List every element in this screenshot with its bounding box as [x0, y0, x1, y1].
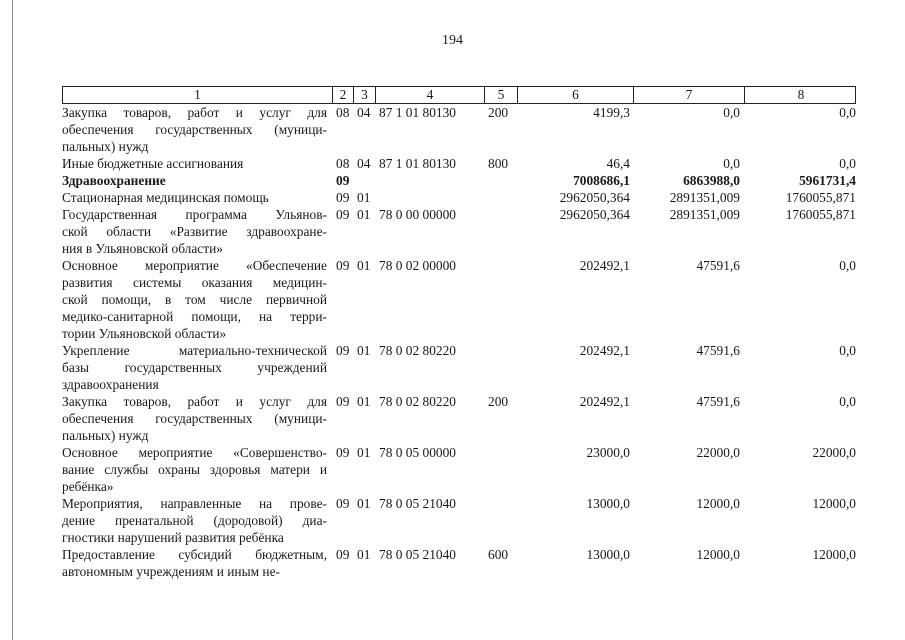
row-section-code: 09	[336, 445, 350, 460]
row-name	[62, 444, 331, 495]
row-expense-type: 200	[488, 105, 509, 120]
row-expense-type	[483, 172, 516, 189]
row-subsection-code: 01	[357, 343, 371, 358]
row-expense-type	[483, 342, 516, 393]
row-value-col7: 2891351,009	[669, 207, 740, 222]
row-expense-type: 200	[488, 394, 509, 409]
row-name-line: ской помощи, в том числе первичной	[62, 292, 327, 307]
row-value-col7: 0,0	[723, 156, 740, 171]
table-row	[62, 155, 856, 172]
table-row	[62, 206, 856, 257]
row-section-code: 08	[336, 156, 350, 171]
row-expense-type	[483, 189, 516, 206]
table-header-row	[62, 86, 856, 104]
row-value-col7: 12000,0	[696, 547, 740, 562]
table-row	[62, 393, 856, 444]
row-name-line: дение пренатальной (дородовой) диа-	[62, 513, 327, 528]
row-value-col6: 2962050,364	[559, 190, 630, 205]
row-name-line: автономным учреждениям и иным не-	[62, 564, 280, 579]
row-name-line: медико-санитарной помощи, на терри-	[62, 309, 327, 324]
row-section-code: 09	[336, 258, 350, 273]
row-name-line: Укрепление материально-технической	[62, 343, 327, 358]
row-section-code: 09	[336, 190, 350, 205]
row-name	[62, 257, 331, 342]
row-section-code: 09	[336, 173, 350, 188]
row-value-col6: 4199,3	[593, 105, 630, 120]
table-row	[62, 257, 856, 342]
row-name-line: Закупка товаров, работ и услуг для	[62, 105, 327, 120]
row-name-line: ребёнка»	[62, 479, 114, 494]
row-name-line: Основное мероприятие «Обеспечение	[62, 258, 327, 273]
row-expense-type	[483, 206, 516, 257]
row-value-col7: 47591,6	[696, 258, 740, 273]
row-value-col6: 202492,1	[579, 258, 630, 273]
row-name-line: тории Ульяновской области»	[62, 326, 227, 341]
row-section-code: 08	[336, 105, 350, 120]
header-col-7: 7	[633, 87, 744, 103]
row-target-article: 78 0 05 21040	[379, 547, 456, 562]
row-name-line: Основное мероприятие «Совершенство-	[62, 445, 327, 460]
row-value-col7: 47591,6	[696, 343, 740, 358]
row-value-col7: 6863988,0	[683, 173, 740, 188]
row-subsection-code	[352, 172, 374, 189]
header-col-1: 1	[194, 87, 201, 102]
row-expense-type: 800	[488, 156, 509, 171]
row-value-col6: 13000,0	[586, 496, 630, 511]
row-value-col8: 0,0	[839, 343, 856, 358]
table-row	[62, 444, 856, 495]
row-name	[62, 172, 331, 189]
row-name-line: вание службы охраны здоровья матери и	[62, 462, 327, 477]
row-name-line: Стационарная медицинская помощь	[62, 190, 269, 205]
row-name-line: Иные бюджетные ассигнования	[62, 156, 244, 171]
row-value-col8: 1760055,871	[785, 207, 856, 222]
header-col-3: 3	[353, 87, 375, 103]
row-value-col8: 0,0	[839, 258, 856, 273]
row-value-col8: 22000,0	[812, 445, 856, 460]
row-name-line: обеспечения государственных (муници-	[62, 411, 327, 426]
header-col-2: 2	[332, 87, 353, 103]
row-value-col7: 22000,0	[696, 445, 740, 460]
row-value-col7: 0,0	[723, 105, 740, 120]
row-section-code: 09	[336, 547, 350, 562]
row-value-col8: 1760055,871	[785, 190, 856, 205]
row-subsection-code: 01	[357, 496, 371, 511]
row-value-col8: 12000,0	[812, 547, 856, 562]
row-target-article: 78 0 05 00000	[379, 445, 456, 460]
row-target-article	[374, 189, 483, 206]
table-row	[62, 546, 856, 580]
row-value-col7: 12000,0	[696, 496, 740, 511]
row-target-article: 78 0 02 00000	[379, 258, 456, 273]
row-value-col7: 47591,6	[696, 394, 740, 409]
row-value-col8: 0,0	[839, 394, 856, 409]
row-value-col6: 13000,0	[586, 547, 630, 562]
row-target-article: 78 0 00 00000	[379, 207, 456, 222]
row-name-line: ской области «Развитие здравоохране-	[62, 224, 327, 239]
table-row	[62, 172, 856, 189]
row-section-code: 09	[336, 343, 350, 358]
row-value-col8: 0,0	[839, 105, 856, 120]
row-target-article: 78 0 02 80220	[379, 394, 456, 409]
row-subsection-code: 04	[357, 156, 371, 171]
row-value-col6: 46,4	[606, 156, 630, 171]
row-name-line: гностики нарушений развития ребёнка	[62, 530, 284, 545]
row-value-col8: 12000,0	[812, 496, 856, 511]
header-col-5: 5	[484, 87, 517, 103]
row-value-col8: 0,0	[839, 156, 856, 171]
row-expense-type: 600	[488, 547, 509, 562]
row-section-code: 09	[336, 207, 350, 222]
row-target-article: 78 0 02 80220	[379, 343, 456, 358]
header-col-8: 8	[744, 87, 857, 103]
row-subsection-code: 01	[357, 258, 371, 273]
row-subsection-code: 01	[357, 445, 371, 460]
row-name-line: Здравоохранение	[62, 173, 166, 188]
table-row	[62, 495, 856, 546]
row-subsection-code: 01	[357, 547, 371, 562]
row-name-line: Предоставление субсидий бюджетным,	[62, 547, 327, 562]
row-name	[62, 342, 331, 393]
row-expense-type	[483, 444, 516, 495]
row-section-code: 09	[336, 394, 350, 409]
table-row	[62, 104, 856, 155]
row-subsection-code: 01	[357, 394, 371, 409]
row-subsection-code: 04	[357, 105, 371, 120]
header-col-4: 4	[375, 87, 484, 103]
row-expense-type	[483, 257, 516, 342]
row-name	[62, 546, 331, 580]
row-value-col7: 2891351,009	[669, 190, 740, 205]
budget-table	[62, 86, 856, 580]
row-target-article: 87 1 01 80130	[379, 156, 456, 171]
row-value-col6: 202492,1	[579, 394, 630, 409]
row-value-col6: 23000,0	[586, 445, 630, 460]
row-name-line: Закупка товаров, работ и услуг для	[62, 394, 327, 409]
row-name	[62, 104, 331, 155]
table-body	[62, 104, 856, 580]
row-value-col8: 5961731,4	[799, 173, 856, 188]
row-name-line: пальных) нужд	[62, 139, 149, 154]
row-value-col6: 7008686,1	[573, 173, 630, 188]
row-expense-type	[483, 495, 516, 546]
page-edge-line	[12, 0, 13, 640]
row-name-line: Мероприятия, направленные на прове-	[62, 496, 327, 511]
row-name-line: пальных) нужд	[62, 428, 149, 443]
row-name-line: базы государственных учреждений	[62, 360, 327, 375]
table-row	[62, 189, 856, 206]
row-target-article	[374, 172, 483, 189]
page-number: 194	[442, 33, 463, 48]
row-name-line: обеспечения государственных (муници-	[62, 122, 327, 137]
row-value-col6: 2962050,364	[559, 207, 630, 222]
row-name	[62, 393, 331, 444]
row-name	[62, 155, 331, 172]
row-target-article: 87 1 01 80130	[379, 105, 456, 120]
row-subsection-code: 01	[357, 190, 371, 205]
row-value-col6: 202492,1	[579, 343, 630, 358]
row-name	[62, 495, 331, 546]
table-row	[62, 342, 856, 393]
header-col-6: 6	[517, 87, 633, 103]
row-name-line: ния в Ульяновской области»	[62, 241, 223, 256]
row-target-article: 78 0 05 21040	[379, 496, 456, 511]
row-subsection-code: 01	[357, 207, 371, 222]
row-section-code: 09	[336, 496, 350, 511]
row-name-line: развития системы оказания медицин-	[62, 275, 327, 290]
row-name	[62, 206, 331, 257]
row-name-line: Государственная программа Ульянов-	[62, 207, 327, 222]
row-name	[62, 189, 331, 206]
row-name-line: здравоохранения	[62, 377, 159, 392]
